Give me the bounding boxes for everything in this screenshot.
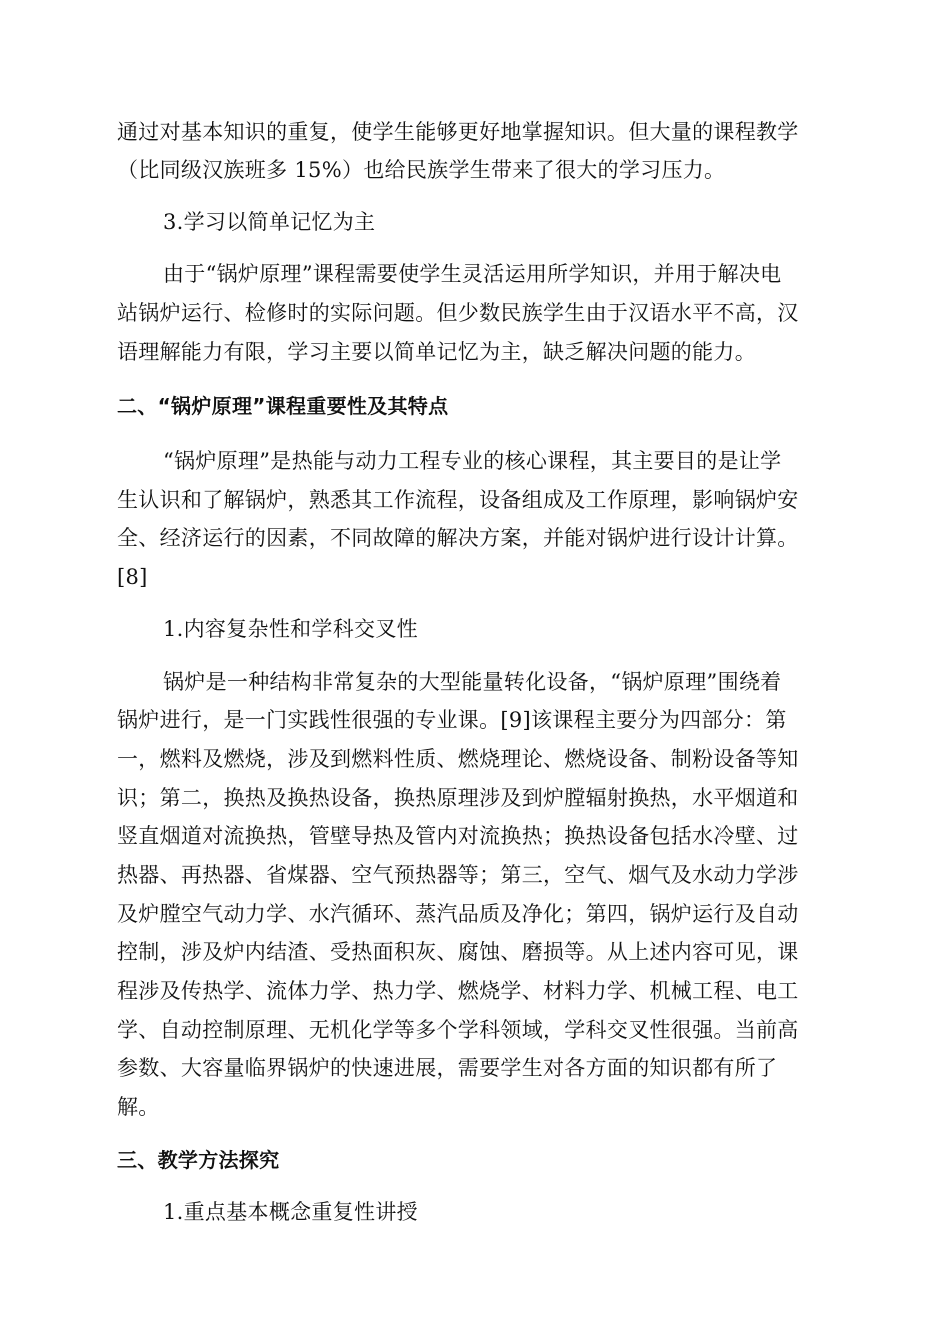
paragraph-line: 站锅炉运行、检修时的实际问题。但少数民族学生由于汉语水平不高，汉 (117, 301, 799, 325)
paragraph-line: 解。 (117, 1095, 160, 1119)
subsection-heading: 3.学习以简单记忆为主 (163, 210, 376, 234)
paragraph-line: 语理解能力有限，学习主要以简单记忆为主，缺乏解决问题的能力。 (117, 340, 756, 364)
paragraph-line: 热器、再热器、省煤器、空气预热器等；第三，空气、烟气及水动力学涉 (117, 863, 799, 887)
paragraph-line: 锅炉进行，是一门实践性很强的专业课。[9]该课程主要分为四部分：第 (117, 708, 787, 732)
paragraph-line: 控制，涉及炉内结渣、受热面积灰、腐蚀、磨损等。从上述内容可见，课 (117, 940, 799, 964)
paragraph-line: 学、自动控制原理、无机化学等多个学科领域，学科交叉性很强。当前高 (117, 1018, 799, 1042)
paragraph-line: 参数、大容量临界锅炉的快速进展，需要学生对各方面的知识都有所了 (117, 1056, 778, 1080)
paragraph-line: 锅炉是一种结构非常复杂的大型能量转化设备，“锅炉原理”围绕着 (163, 670, 782, 694)
paragraph-line: 全、经济运行的因素，不同故障的解决方案，并能对锅炉进行设计计算。 (117, 526, 799, 550)
paragraph-line: 竖直烟道对流换热，管壁导热及管内对流换热；换热设备包括水冷壁、过 (117, 824, 799, 848)
paragraph-line: 及炉膛空气动力学、水汽循环、蒸汽品质及净化；第四，锅炉运行及自动 (117, 902, 799, 926)
paragraph-line: （比同级汉族班多 15%）也给民族学生带来了很大的学习压力。 (117, 158, 726, 182)
paragraph-line: 一，燃料及燃烧，涉及到燃料性质、燃烧理论、燃烧设备、制粉设备等知 (117, 747, 799, 771)
section-heading: 二、“锅炉原理”课程重要性及其特点 (117, 394, 449, 418)
paragraph-line: 由于“锅炉原理”课程需要使学生灵活运用所学知识，并用于解决电 (163, 262, 782, 286)
paragraph-line: 识；第二，换热及换热设备，换热原理涉及到炉膛辐射换热，水平烟道和 (117, 786, 799, 810)
paragraph-line: 通过对基本知识的重复，使学生能够更好地掌握知识。但大量的课程教学 (117, 120, 799, 144)
subsection-heading: 1.重点基本概念重复性讲授 (163, 1200, 418, 1224)
subsection-heading: 1.内容复杂性和学科交叉性 (163, 617, 418, 641)
paragraph-line: “锅炉原理”是热能与动力工程专业的核心课程，其主要目的是让学 (163, 449, 782, 473)
paragraph-line: 生认识和了解锅炉，熟悉其工作流程，设备组成及工作原理，影响锅炉安 (117, 488, 799, 512)
paragraph-line: 程涉及传热学、流体力学、热力学、燃烧学、材料力学、机械工程、电工 (117, 979, 799, 1003)
citation: [8] (117, 565, 148, 589)
section-heading: 三、教学方法探究 (117, 1148, 280, 1172)
